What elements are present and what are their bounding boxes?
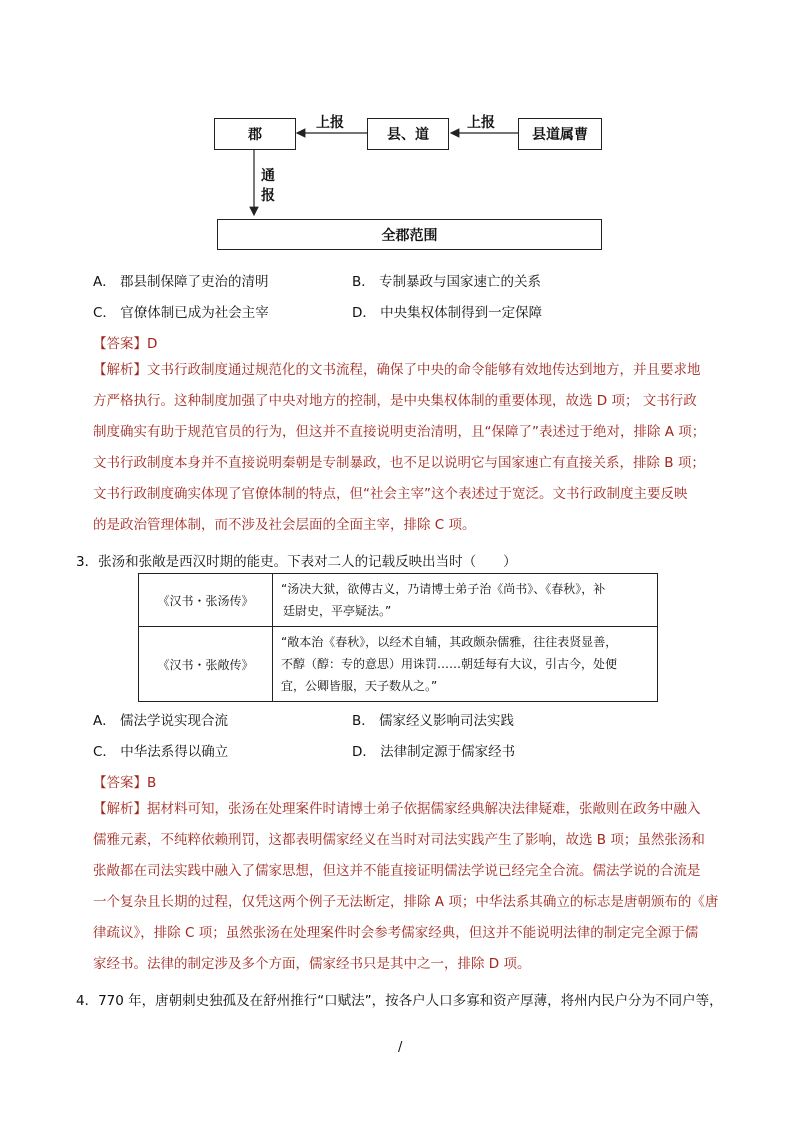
box-xiandao-shucao: 县道属曹 [518, 118, 602, 150]
q2-analysis-line: 【解析】文书行政制度通过规范化的文书流程，确保了中央的命令能够有效地传达到地方，并且要求地 [93, 362, 701, 378]
label-tongbao-2: 报 [261, 188, 275, 204]
box-quanjun-fanwei: 全郡范围 [217, 219, 602, 250]
table-quote-cell [273, 574, 658, 627]
q3-analysis-line: 律疏议》，排除 C 项；虽然张汤在处理案件时会参考儒家经典，但这并不能说明法律的制定完全源于儒 [93, 925, 699, 941]
q3-question: 3．张汤和张敞是西汉时期的能吏。下表对二人的记载反映出当时（ ） [76, 554, 517, 570]
q2-option-d: D． 中央集权体制得到一定保障 [352, 305, 543, 321]
q3-analysis-line: 儒雅元素，不纯粹依赖刑罚，这都表明儒家经义在当时对司法实践产生了影响，故选 B 项；虽然张汤和 [93, 832, 705, 848]
box-xian-dao: 县、道 [367, 118, 449, 150]
q2-analysis-line: 制度确实有助于规范官员的行为，但这并不直接说明吏治清明，且“保障了”表述过于绝对，排除 A 项； [93, 424, 706, 440]
quote-line: “敞本治《春秋》，以经术自辅，其政颇杂儒雅，往往表贤显善， [281, 635, 618, 649]
q3-analysis-line: 一个复杂且长期的过程，仅凭这两个例子无法断定，排除 A 项；中华法系其确立的标志是唐朝颁布的《唐 [93, 894, 719, 910]
q2-analysis [93, 355, 733, 541]
q2-analysis-line: 方严格执行。这种制度加强了中央对地方的控制，是中央集权体制的重要体现，故选 D 项； 文书行政 [93, 393, 697, 409]
q4-question: 4．770 年，唐朝刺史独孤及在舒州推行“口赋法”，按各户人口多寡和资产厚薄，将州内民户分为不同户等， [76, 993, 723, 1009]
q3-analysis [93, 794, 733, 980]
q3-answer: 【答案】B [93, 775, 157, 791]
label-tongbao-1: 通 [261, 168, 275, 184]
page-mark: / [398, 1040, 403, 1055]
quote-line: “汤决大狱，欲傅古义，乃请博士弟子治《尚书》、《春秋》，补 [281, 582, 606, 596]
q3-option-d: D． 法律制定源于儒家经书 [352, 744, 516, 760]
q2-option-c: C． 官僚体制已成为社会主宰 [93, 305, 269, 321]
q2-option-b: B． 专制暴政与国家速亡的关系 [352, 274, 542, 290]
q3-analysis-line: 【解析】据材料可知，张汤在处理案件时请博士弟子依据儒家经典解决法律疑难，张敞则在政务中融入 [93, 801, 701, 817]
table-source-cell: 《汉书・张汤传》 [139, 574, 273, 627]
label-shangbao-1: 上报 [316, 115, 344, 131]
table-row [139, 627, 658, 702]
table-quote-cell [273, 627, 658, 702]
q2-analysis-line: 文书行政制度确实体现了官僚体制的特点，但“社会主宰”这个表述过于宽泛。文书行政制度主要反映 [93, 486, 688, 502]
q3-analysis-line: 张敞都在司法实践中融入了儒家思想，但这并不能直接证明儒法学说已经完全合流。儒法学说的合流是 [93, 863, 701, 879]
q2-analysis-line: 的是政治管理体制，而不涉及社会层面的全面主宰，排除 C 项。 [93, 517, 476, 533]
q2-option-a: A． 郡县制保障了吏治的清明 [93, 274, 269, 290]
q2-answer: 【答案】D [93, 336, 158, 352]
flow-arrows [0, 0, 793, 260]
q3-option-b: B． 儒家经义影响司法实践 [352, 713, 515, 729]
q2-analysis-line: 文书行政制度本身并不直接说明秦朝是专制暴政，也不足以说明它与国家速亡有直接关系，排除 B 项； [93, 455, 705, 471]
q3-option-c: C． 中华法系得以确立 [93, 744, 229, 760]
box-jun: 郡 [214, 118, 296, 150]
quote-line: 不醇（醇：专的意思）用诛罚……朝廷每有大议，引古今，处便 [281, 657, 618, 671]
q3-source-table [138, 573, 658, 702]
label-shangbao-2: 上报 [467, 115, 495, 131]
table-source-cell: 《汉书・张敞传》 [139, 627, 273, 702]
quote-line: 宜，公卿皆服，天子数从之。” [281, 679, 438, 693]
q3-option-a: A． 儒法学说实现合流 [93, 713, 229, 729]
q3-analysis-line: 家经书。法律的制定涉及多个方面，儒家经书只是其中之一，排除 D 项。 [93, 956, 531, 972]
quote-line: 廷尉史，平亭疑法。” [283, 604, 392, 618]
table-row [139, 574, 658, 627]
